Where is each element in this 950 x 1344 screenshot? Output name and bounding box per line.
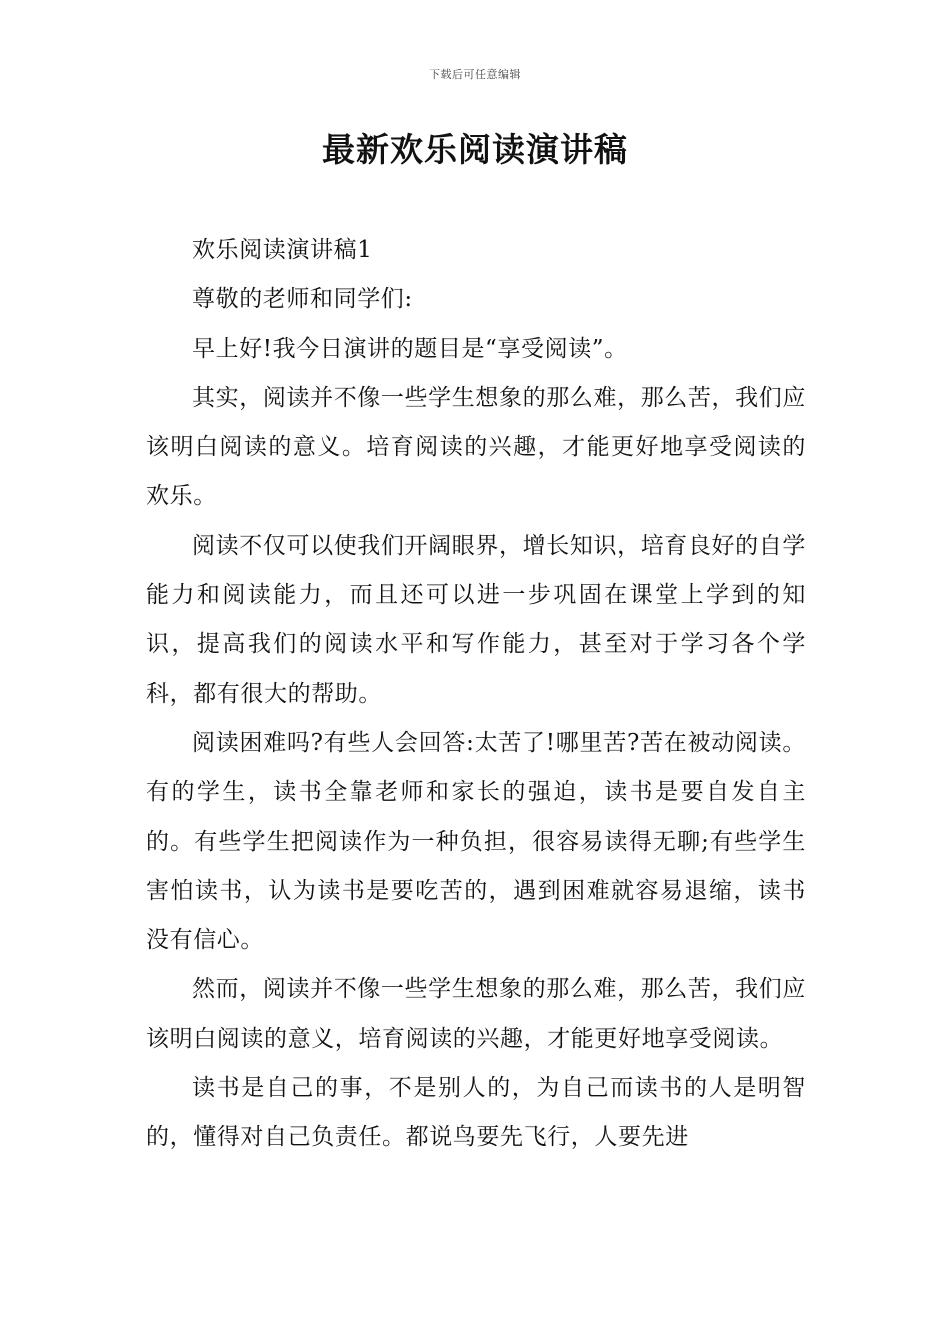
paragraph: 阅读不仅可以使我们开阔眼界，增长知识，培育良好的自学能力和阅读能力，而且还可以进一步巩固在课堂上学到的知识，提高我们的阅读水平和写作能力，甚至对于学习各个学科，都有很大的帮助。 xyxy=(146,532,806,707)
paragraph: 阅读困难吗?有些人会回答:太苦了!哪里苦?苦在被动阅读。有的学生，读书全靠老师和家长的强迫，读书是要自发自主的。有些学生把阅读作为一种负担，很容易读得无聊;有些学生害怕读书，认为读书是要吃苦的，遇到困难就容易退缩，读书没有信心。 xyxy=(146,729,806,954)
header-note: 下载后可任意编辑 xyxy=(429,68,521,81)
paragraph-subtitle: 欢乐阅读演讲稿1 xyxy=(192,237,373,263)
document-title: 最新欢乐阅读演讲稿 xyxy=(322,130,628,169)
paragraph-opening: 早上好!我今日演讲的题目是“享受阅读”。 xyxy=(192,335,628,362)
paragraph-greeting: 尊敬的老师和同学们: xyxy=(192,286,413,313)
document-body xyxy=(146,226,806,1163)
paragraph: 其实，阅读并不像一些学生想象的那么难，那么苦，我们应该明白阅读的意义。培育阅读的兴趣，才能更好地享受阅读的欢乐。 xyxy=(146,384,806,510)
paragraph: 读书是自己的事，不是别人的，为自己而读书的人是明智的，懂得对自己负责任。都说鸟要先飞行，人要先进 xyxy=(146,1075,806,1151)
paragraph: 然而，阅读并不像一些学生想象的那么难，那么苦，我们应该明白阅读的意义，培育阅读的兴趣，才能更好地享受阅读。 xyxy=(146,976,806,1052)
